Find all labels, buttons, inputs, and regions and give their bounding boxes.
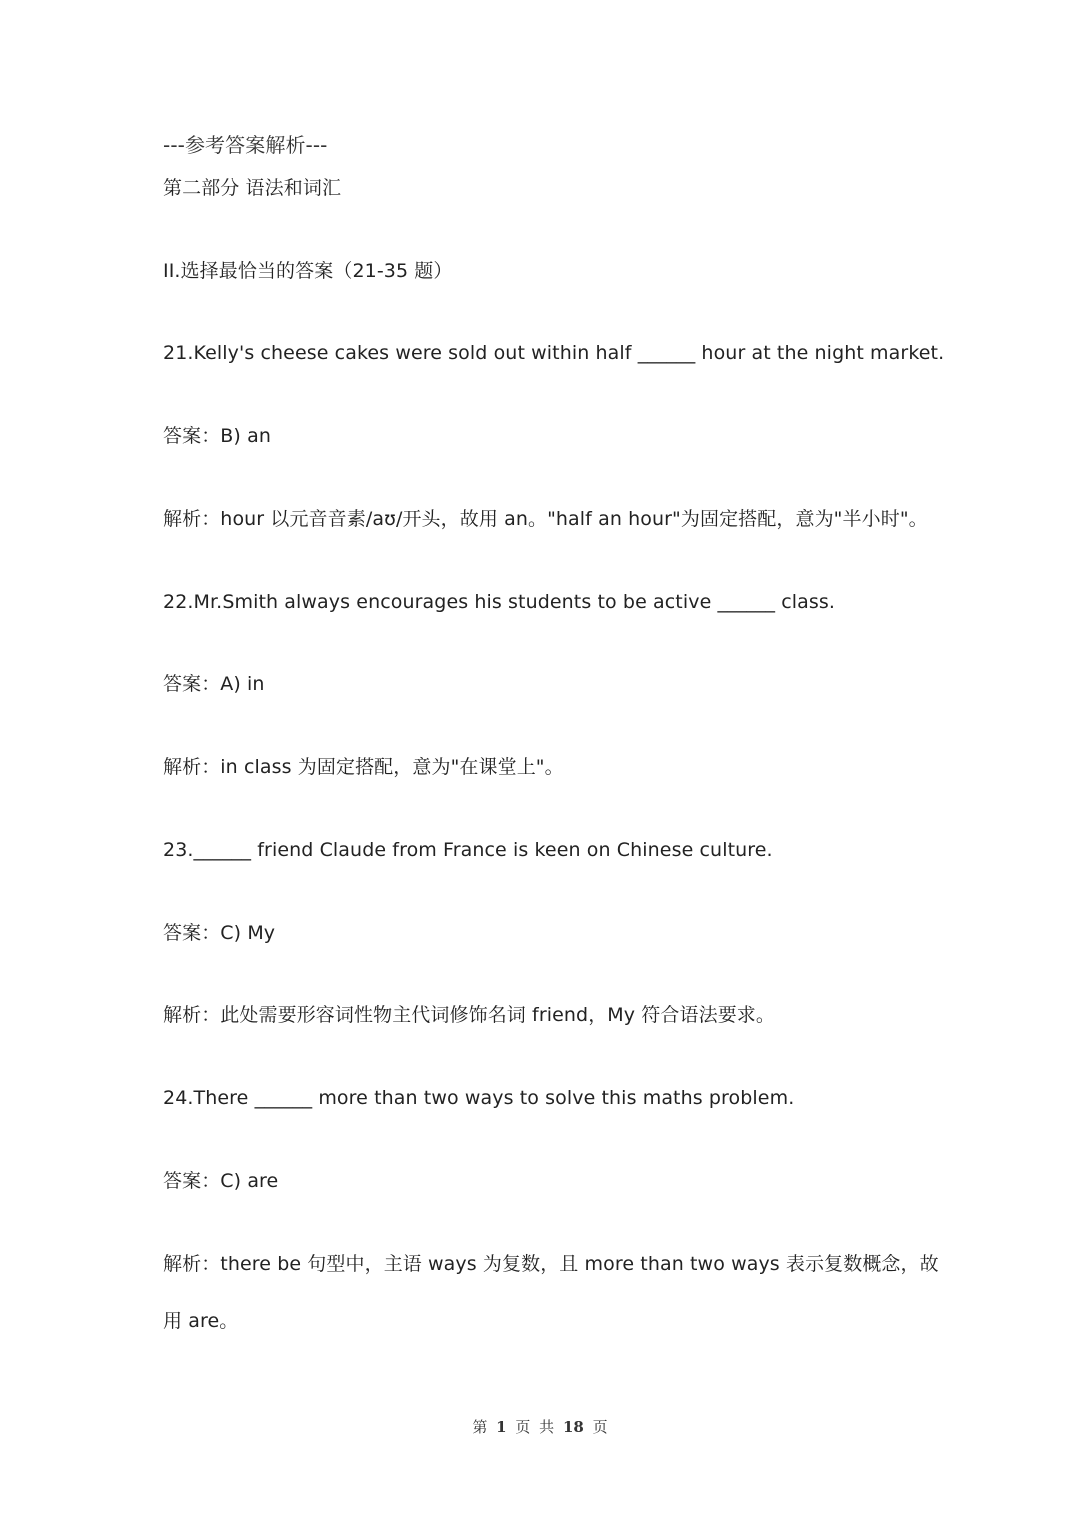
section-heading: 第二部分 语法和词汇: [163, 177, 342, 199]
answer-21: 答案：B) an: [163, 425, 271, 447]
answer-22: 答案：A) in: [163, 673, 265, 695]
explanation-24: 解析：there be 句型中，主语 ways 为复数，且 more than two ways 表示复数概念，故: [163, 1253, 939, 1275]
explanation-21: 解析：hour 以元音音素/aʊ/开头，故用 an。"half an hour"为固定搭配，意为"半小时"。: [163, 508, 928, 530]
answer-key-title: ---参考答案解析---: [163, 133, 328, 157]
question-21: 21.Kelly's cheese cakes were sold out within half ______ hour at the night market.: [163, 342, 945, 364]
footer-page-number: 1: [496, 1418, 507, 1436]
footer-suffix: 页: [592, 1418, 608, 1436]
instruction-heading: II.选择最恰当的答案（21-35 题）: [163, 260, 453, 282]
explanation-22: 解析：in class 为固定搭配，意为"在课堂上"。: [163, 756, 564, 778]
question-23: 23.______ friend Claude from France is keen on Chinese culture.: [163, 839, 773, 861]
question-24: 24.There ______ more than two ways to solve this maths problem.: [163, 1087, 795, 1109]
answer-23: 答案：C) My: [163, 922, 276, 944]
footer-total-pages: 18: [562, 1418, 584, 1436]
footer-mid: 页 共: [515, 1418, 555, 1436]
footer-prefix: 第: [472, 1418, 488, 1436]
page-footer: [0, 1416, 1080, 1437]
question-22: 22.Mr.Smith always encourages his students to be active ______ class.: [163, 591, 836, 613]
explanation-23: 解析：此处需要形容词性物主代词修饰名词 friend，My 符合语法要求。: [163, 1004, 775, 1026]
answer-24: 答案：C) are: [163, 1170, 279, 1192]
explanation-24-continued: 用 are。: [163, 1310, 239, 1332]
